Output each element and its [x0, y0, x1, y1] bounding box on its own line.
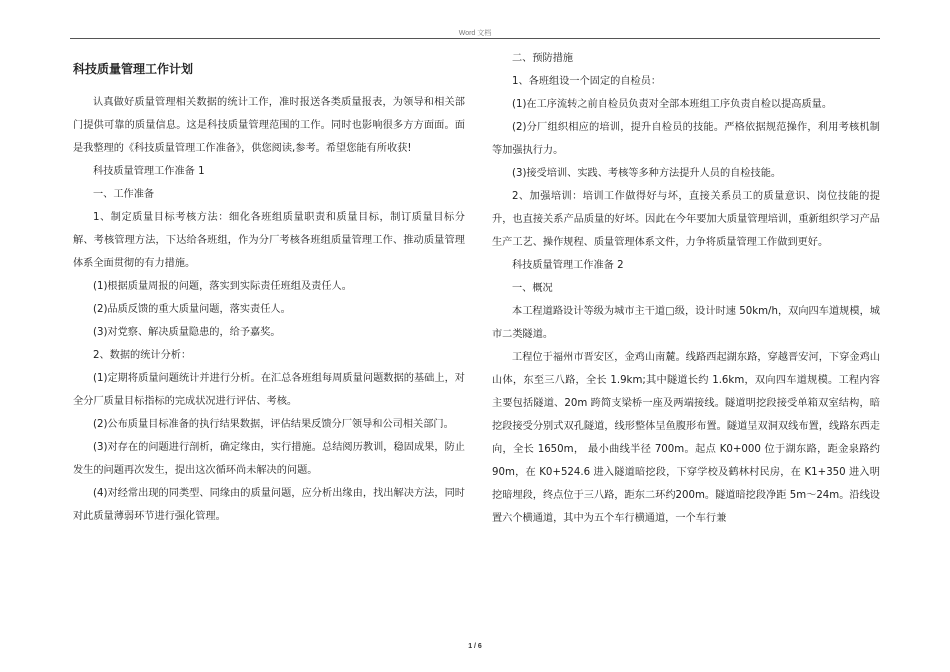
body-paragraph: (1)定期将质量问题统计并进行分析。在汇总各班组每周质量问题数据的基础上，对全分厂质量目标指标的完成状况进行评估、考核。 [73, 373, 465, 407]
right-column [492, 47, 880, 530]
section-heading: 科技质量管理工作准备 2 [512, 260, 624, 271]
document-title: 科技质量管理工作计划 [73, 62, 194, 76]
body-paragraph: 2、加强培训：培训工作做得好与坏，直接关系员工的质量意识、岗位技能的提升，也直接关系产品质量的好坏。因此在今年要加大质量管理培训，重新组织学习产品生产工艺、操作规程、质量管理体系文件，力争将质量管理工作做到更好。 [492, 191, 880, 248]
body-paragraph: (2)分厂组织相应的培训，提升自检员的技能。严格依据规范操作，利用考核机制等加强执行力。 [492, 122, 880, 156]
page-indicator: 1 / 6 [468, 643, 482, 650]
body-paragraph: 1、制定质量目标考核方法：细化各班组质量职责和质量目标，制订质量目标分解、考核管理方法，下达给各班组，作为分厂考核各班组质量管理工作、推动质量管理体系全面贯彻的有力措施。 [73, 212, 465, 269]
body-paragraph: (1)在工序流转之前自检员负责对全部本班组工序负责自检以提高质量。 [512, 99, 833, 110]
body-paragraph: (3)对存在的问题进行剖析，确定缘由，实行措施。总结阅历教训，稳固成果，防止发生的问题再次发生，提出这次循环尚未解决的问题。 [73, 442, 465, 476]
document-header-label: Word 文档 [458, 30, 492, 37]
body-paragraph: (2)品质反馈的重大质量问题，落实责任人。 [93, 304, 291, 315]
subsection-heading: 一、工作准备 [93, 189, 155, 200]
body-paragraph: (1)根据质量周报的问题，落实到实际责任班组及责任人。 [93, 281, 352, 292]
body-paragraph: 工程位于福州市晋安区，金鸡山南麓。线路西起湖东路，穿越晋安河，下穿金鸡山山体，东至三八路，全长 1.9km;其中隧道长约 1.6km，双向四车道规模。工程内容主要包括隧道、20m 跨简支梁桥一座及两端接线。隧道明挖段接受单箱双室结构，暗挖段接受分别式双孔隧道，线形整体呈鱼腹形布置。隧道呈双洞双线布置，线路东西走向，全长 1650m， 最小曲线半径 700m。起点 K0+000 位于湖东路，距金泉路约 90m，在 K0+524.6 进入隧道暗挖段，下穿学校及鹤林村民房，在 K1+350 进入明挖暗埋段，终点位于三八路，距东二环约200m。隧道暗挖段净距 5m～24m。沿线设置六个横通道，其中为五个车行横通道，一个车行兼 [492, 352, 880, 524]
intro-paragraph: 认真做好质量管理相关数据的统计工作，准时报送各类质量报表，为领导和相关部门提供可靠的质量信息。这是科技质量管理范围的工作。同时也影响很多方方面面。面是我整理的《科技质量管理工作准备》，供您阅读,参考。希望您能有所收获! [73, 97, 465, 154]
body-paragraph: 本工程道路设计等级为城市主干道□级，设计时速 50km/h，双向四车道规模，城市二类隧道。 [492, 306, 880, 340]
body-paragraph: (3)接受培训、实践、考核等多种方法提升人员的自检技能。 [512, 168, 782, 179]
body-paragraph: (4)对经常出现的同类型、同缘由的质量问题，应分析出缘由，找出解决方法，同时对此质量薄弱环节进行强化管理。 [73, 488, 465, 522]
body-paragraph: (3)对党察、解决质量隐患的，给予嘉奖。 [93, 327, 281, 338]
body-paragraph: 1、各班组设一个固定的自检员： [512, 76, 662, 87]
body-paragraph: (2)公布质量目标准备的执行结果数据，评估结果反馈分厂领导和公司相关部门。 [93, 419, 454, 430]
subsection-heading: 一、概况 [512, 283, 553, 294]
body-paragraph: 2、数据的统计分析： [93, 350, 192, 361]
header-divider [70, 38, 880, 39]
section-heading: 科技质量管理工作准备 1 [93, 166, 205, 177]
subsection-heading: 二、预防措施 [512, 53, 574, 64]
left-column [73, 47, 465, 528]
